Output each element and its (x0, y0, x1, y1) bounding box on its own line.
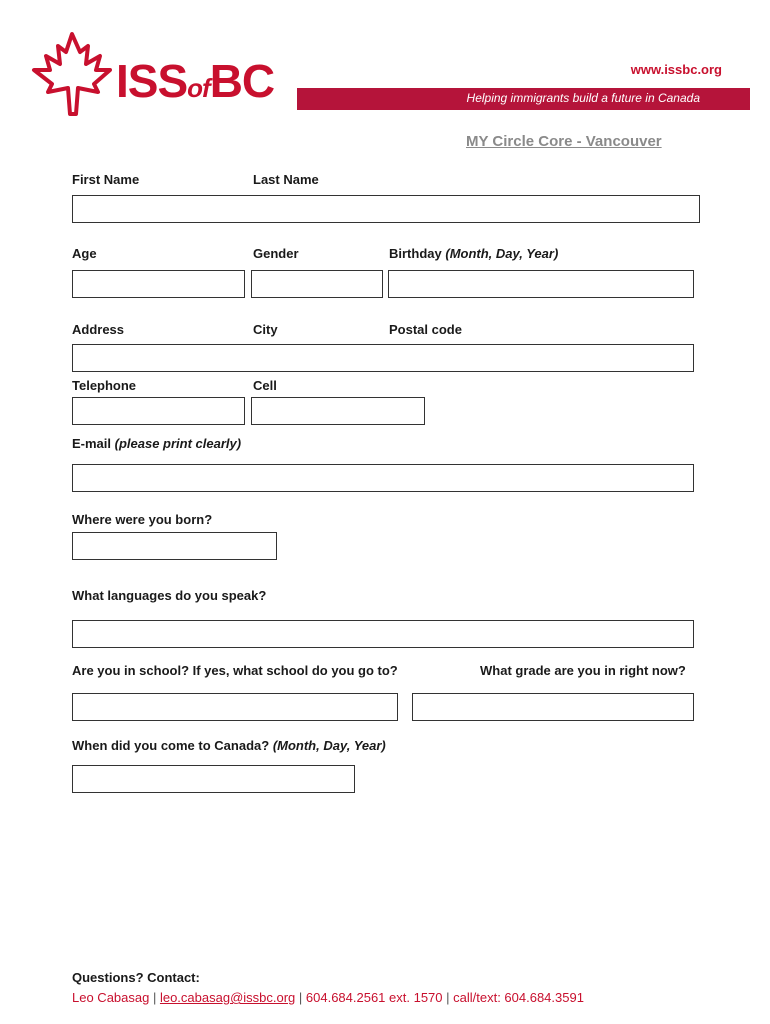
website-link[interactable]: www.issbc.org (630, 62, 722, 77)
contact-phone: 604.684.2561 ext. 1570 (305, 990, 443, 1005)
tagline-text: Helping immigrants build a future in Canada (466, 91, 700, 105)
city-label: City (253, 322, 278, 337)
address-label: Address (72, 322, 125, 337)
email-label: E-mail (please print clearly) (72, 436, 242, 451)
contact-name: Leo Cabasag (72, 990, 150, 1005)
email-field[interactable] (72, 464, 694, 492)
last-name-label: Last Name (253, 172, 319, 187)
school-field[interactable] (72, 693, 398, 721)
footer-title: Questions? Contact: (72, 970, 200, 985)
arrival-label: When did you come to Canada? (Month, Day, Year) (72, 738, 386, 753)
age-field[interactable] (72, 270, 245, 298)
birthday-field[interactable] (388, 270, 694, 298)
school-label: Are you in school? If yes, what school do you go to? (72, 663, 398, 678)
cell-label: Cell (253, 378, 277, 393)
first-name-label: First Name (72, 172, 140, 187)
born-field[interactable] (72, 532, 277, 560)
maple-leaf-icon (28, 30, 118, 116)
born-label: Where were you born? (72, 512, 213, 527)
address-field[interactable] (72, 344, 694, 372)
issbc-logo (28, 30, 298, 120)
form-title: MY Circle Core - Vancouver (466, 133, 662, 150)
postal-code-label: Postal code (389, 322, 462, 337)
grade-label: What grade are you in right now? (480, 663, 686, 678)
contact-text-line: call/text: 604.684.3591 (453, 990, 584, 1005)
logo-wordmark: ISSofBC (116, 55, 275, 107)
gender-field[interactable] (251, 270, 383, 298)
name-field[interactable] (72, 195, 700, 223)
gender-label: Gender (253, 246, 299, 261)
telephone-field[interactable] (72, 397, 245, 425)
telephone-label: Telephone (72, 378, 137, 393)
languages-field[interactable] (72, 620, 694, 648)
contact-email-link[interactable]: leo.cabasag@issbc.org (159, 990, 296, 1005)
grade-field[interactable] (412, 693, 694, 721)
arrival-field[interactable] (72, 765, 355, 793)
languages-label: What languages do you speak? (72, 588, 267, 603)
footer-contact: Leo Cabasag | leo.cabasag@issbc.org | 604.684.2561 ext. 1570 | call/text: 604.684.3591 (72, 990, 584, 1005)
age-label: Age (72, 246, 97, 261)
tagline-banner (297, 88, 750, 110)
cell-field[interactable] (251, 397, 425, 425)
birthday-label: Birthday (Month, Day, Year) (389, 246, 559, 261)
